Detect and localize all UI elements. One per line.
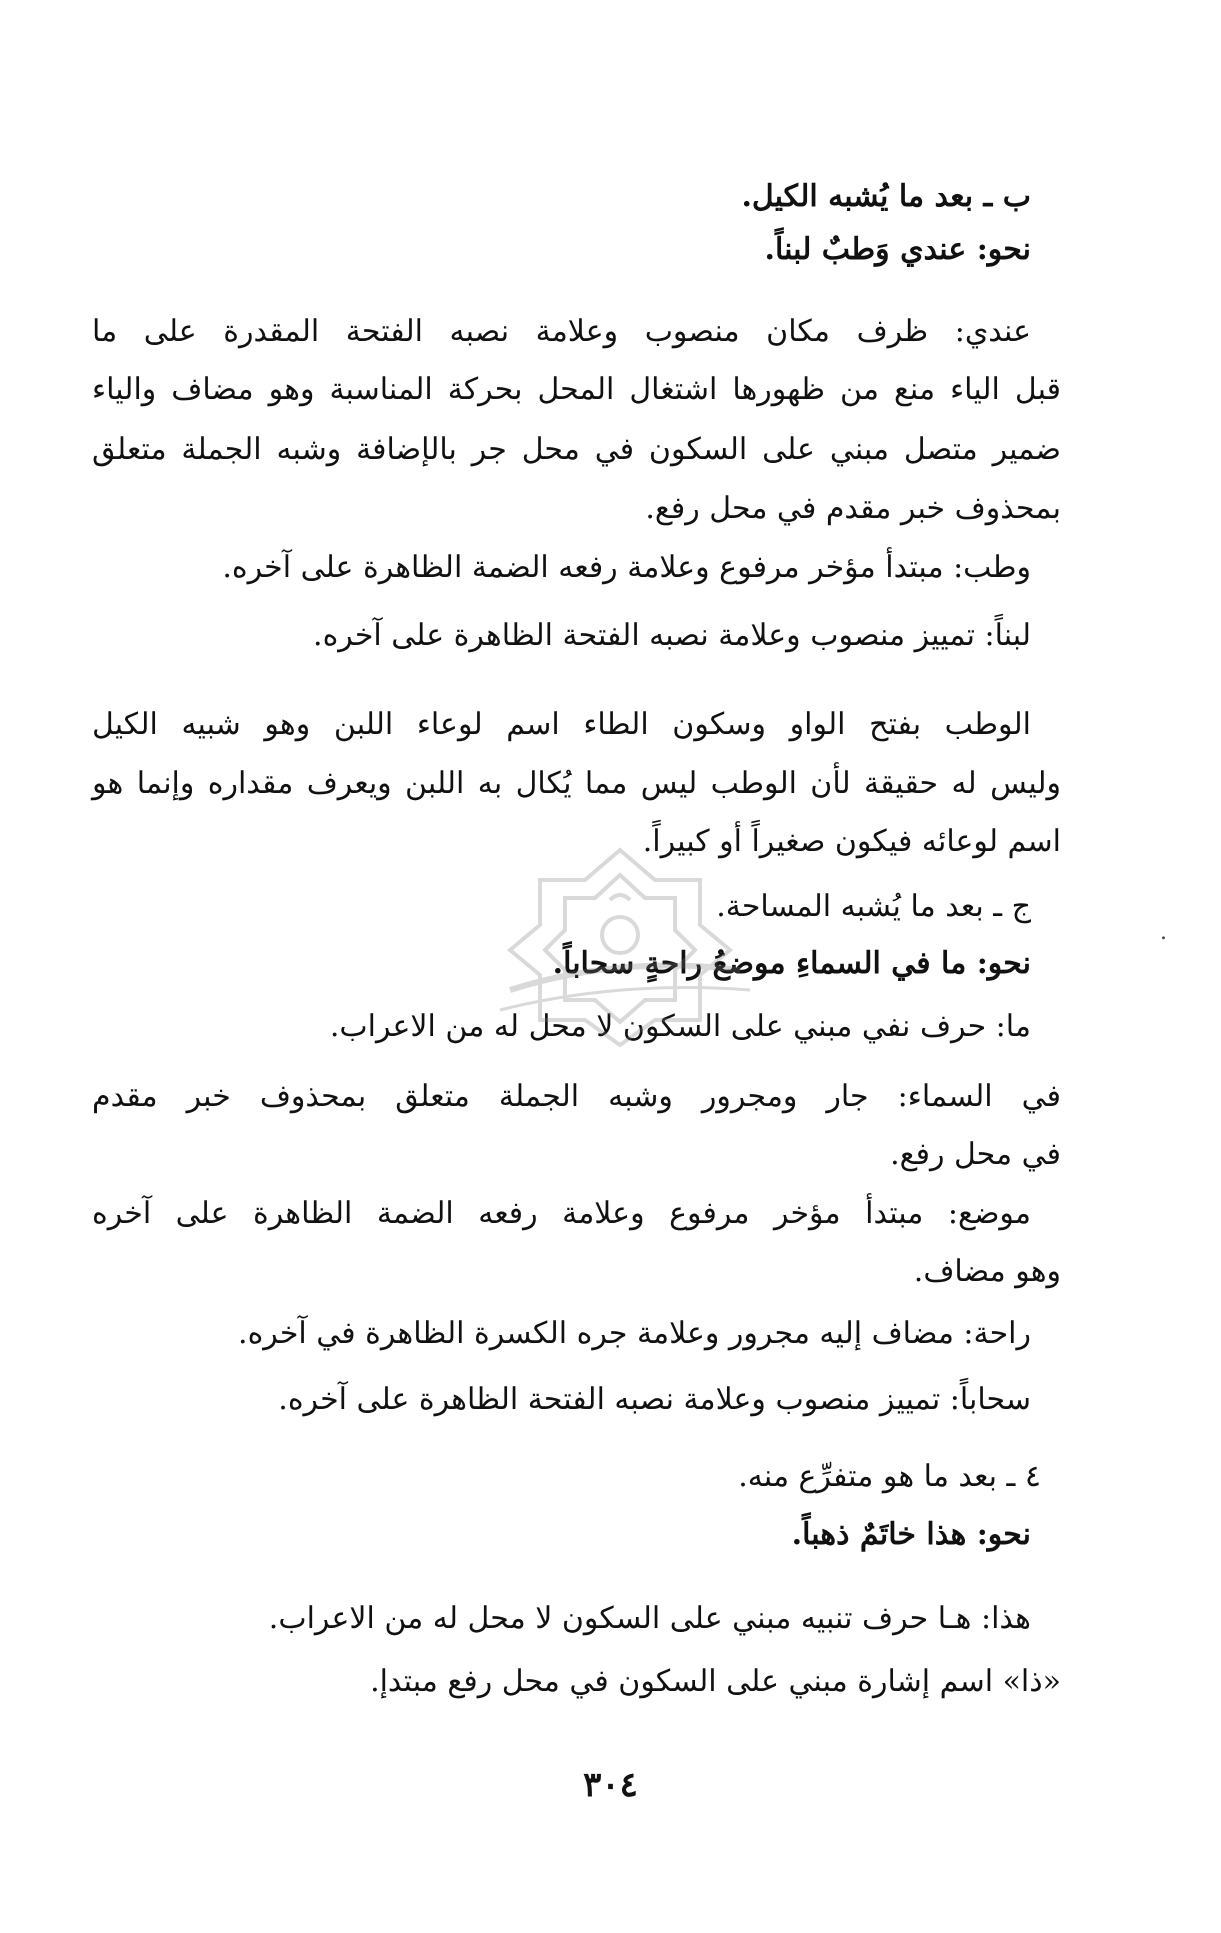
page-number: ٣٠٤ <box>583 1765 638 1805</box>
analysis-line-4: بمحذوف خبر مقدم في محل رفع. <box>645 491 1061 526</box>
section-4-example: نحو: هذا خاتَمٌ ذهباً. <box>791 1517 1031 1552</box>
note-line-1: الوطب بفتح الواو وسكون الطاء اسم لوعاء اللبن وهو شبيه الكيل <box>92 707 1031 742</box>
analysis-mawdi-1: موضع: مبتدأ مؤخر مرفوع وعلامة رفعه الضمة الظاهرة على آخره <box>92 1196 1031 1231</box>
analysis-mawdi-2: وهو مضاف. <box>913 1254 1061 1289</box>
analysis-fi-alsama-2: في محل رفع. <box>890 1137 1061 1172</box>
analysis-line-2: قبل الياء منع من ظهورها اشتغال المحل بحركة المناسبة وهو مضاف والياء <box>92 372 1061 407</box>
seal-watermark-icon <box>470 840 770 1050</box>
section-c-heading: ج ـ بعد ما يُشبه المساحة. <box>716 889 1031 924</box>
analysis-line-1: عندي: ظرف مكان منصوب وعلامة نصبه الفتحة المقدرة على ما <box>92 314 1031 349</box>
note-line-2: وليس له حقيقة لأن الوطب ليس مما يُكال به اللبن ويعرف مقداره وإنما هو <box>92 766 1061 801</box>
analysis-fi-alsama-1: في السماء: جار ومجرور وشبه الجملة متعلق بمحذوف خبر مقدم <box>92 1079 1061 1114</box>
analysis-watb: وطب: مبتدأ مؤخر مرفوع وعلامة رفعه الضمة الظاهرة على آخره. <box>222 550 1031 585</box>
analysis-labanan: لبناً: تمييز منصوب وعلامة نصبه الفتحة الظاهرة على آخره. <box>313 618 1031 653</box>
note-line-3: اسم لوعائه فيكون صغيراً أو كبيراً. <box>642 824 1061 859</box>
section-b-heading: ب ـ بعد ما يُشبه الكيل. <box>741 179 1031 214</box>
analysis-sahaban: سحاباً: تمييز منصوب وعلامة نصبه الفتحة الظاهرة على آخره. <box>278 1382 1031 1417</box>
analysis-ma: ما: حرف نفي مبني على السكون لا محل له من الاعراب. <box>329 1009 1031 1044</box>
analysis-raha: راحة: مضاف إليه مجرور وعلامة جره الكسرة الظاهرة في آخره. <box>238 1316 1031 1351</box>
analysis-hadha: هذا: هـا حرف تنبيه مبني على السكون لا محل له من الاعراب. <box>268 1601 1031 1636</box>
margin-dot: . <box>1160 920 1167 945</box>
section-b-example: نحو: عندي وَطبٌ لبناً. <box>764 232 1031 267</box>
section-4-heading: ٤ ـ بعد ما هو متفرِّع منه. <box>738 1459 1041 1494</box>
analysis-line-3: ضمير متصل مبني على السكون في محل جر بالإضافة وشبه الجملة متعلق <box>92 432 1061 467</box>
section-c-example: نحو: ما في السماءِ موضعُ راحةٍ سحاباً. <box>552 946 1031 981</box>
analysis-dha: «ذا» اسم إشارة مبني على السكون في محل رفع مبتدإ. <box>370 1664 1061 1699</box>
